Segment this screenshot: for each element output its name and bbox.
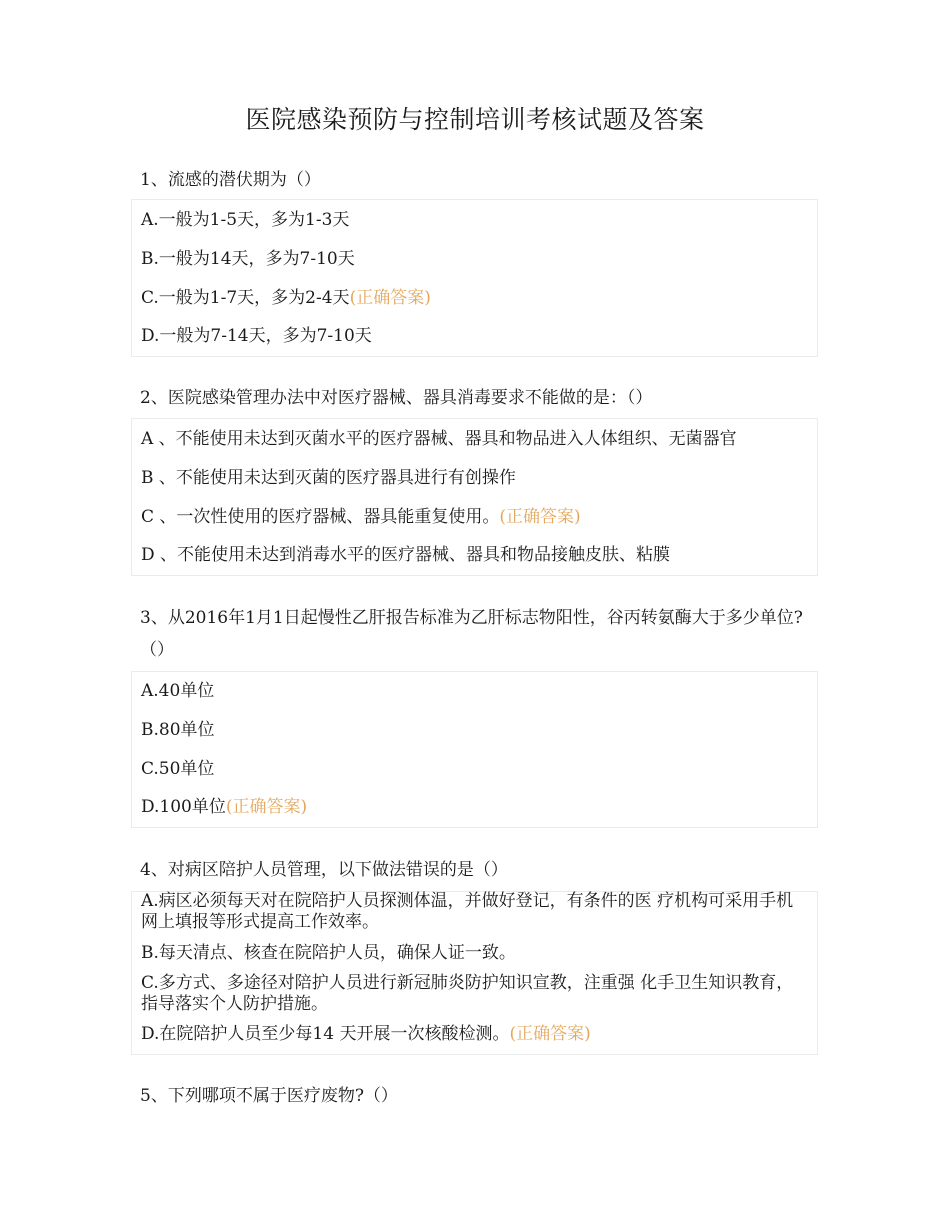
question-2-options bbox=[131, 418, 818, 576]
question-2-option-b[interactable] bbox=[141, 467, 809, 489]
question-3-options bbox=[131, 671, 818, 828]
option-text: C 、一次性使用的医疗器械、器具能重复使用。 bbox=[141, 507, 500, 527]
option-text: A.病区必须每天对在院陪护人员探测体温，并做好登记，有条件的医 疗机构可采用手机网上填报等形式提高工作效率。 bbox=[141, 891, 794, 932]
question-4-prompt: 4、对病区陪护人员管理，以下做法错误的是（） bbox=[140, 860, 508, 880]
correct-answer-tag: (正确答案) bbox=[349, 288, 431, 308]
question-4-option-d[interactable] bbox=[141, 1023, 809, 1045]
option-text: D 、不能使用未达到消毒水平的医疗器械、器具和物品接触皮肤、粘膜 bbox=[141, 545, 671, 565]
question-1-option-d[interactable] bbox=[141, 325, 809, 347]
question-4-option-c[interactable] bbox=[141, 973, 809, 1015]
option-text: B.一般为14天，多为7-10天 bbox=[141, 249, 355, 269]
correct-answer-tag: (正确答案) bbox=[499, 507, 581, 527]
question-4-option-a[interactable] bbox=[141, 891, 809, 933]
question-1-options bbox=[131, 199, 818, 357]
question-1-option-c[interactable] bbox=[141, 287, 809, 309]
correct-answer-tag: (正确答案) bbox=[509, 1024, 591, 1044]
option-text: A 、不能使用未达到灭菌水平的医疗器械、器具和物品进入人体组织、无菌器官 bbox=[141, 429, 737, 449]
question-3-option-d[interactable] bbox=[141, 796, 809, 818]
option-text: B.每天清点、核查在院陪护人员，确保人证一致。 bbox=[141, 943, 516, 963]
question-3-prompt: 3、从2016年1月1日起慢性乙肝报告标准为乙肝标志物阳性，谷丙转氨酶大于多少单位?（） bbox=[140, 608, 803, 660]
question-1-option-a[interactable] bbox=[141, 209, 809, 231]
option-text: D.一般为7-14天，多为7-10天 bbox=[141, 326, 372, 346]
question-3-option-c[interactable] bbox=[141, 758, 809, 780]
page-title: 医院感染预防与控制培训考核试题及答案 bbox=[245, 105, 705, 134]
option-text: C.多方式、多途径对陪护人员进行新冠肺炎防护知识宣教，注重强 化手卫生知识教育，指导落实个人防护措施。 bbox=[141, 973, 794, 1014]
question-3-option-b[interactable] bbox=[141, 719, 809, 741]
question-3-option-a[interactable] bbox=[141, 680, 809, 702]
question-1-option-b[interactable] bbox=[141, 248, 809, 270]
option-text: A.一般为1-5天，多为1-3天 bbox=[141, 210, 350, 230]
correct-answer-tag: (正确答案) bbox=[225, 797, 308, 817]
question-2-prompt: 2、医院感染管理办法中对医疗器械、器具消毒要求不能做的是：（） bbox=[140, 388, 653, 408]
question-2-option-d[interactable] bbox=[141, 544, 809, 566]
option-text: B.80单位 bbox=[141, 720, 215, 740]
option-text: B 、不能使用未达到灭菌的医疗器具进行有创操作 bbox=[141, 468, 516, 488]
option-text: D.在院陪护人员至少每14 天开展一次核酸检测。 bbox=[141, 1024, 510, 1044]
option-text: C.一般为1-7天，多为2-4天 bbox=[141, 288, 350, 308]
question-2-option-a[interactable] bbox=[141, 428, 809, 450]
question-2-option-c[interactable] bbox=[141, 506, 809, 528]
question-5-prompt: 5、下列哪项不属于医疗废物?（） bbox=[140, 1086, 398, 1106]
option-text: A.40单位 bbox=[141, 681, 215, 701]
option-text: C.50单位 bbox=[141, 759, 215, 779]
option-text: D.100单位 bbox=[141, 797, 226, 817]
question-1-prompt: 1、流感的潜伏期为（） bbox=[140, 170, 321, 190]
question-4-options bbox=[131, 891, 818, 1055]
question-4-option-b[interactable] bbox=[141, 942, 809, 964]
